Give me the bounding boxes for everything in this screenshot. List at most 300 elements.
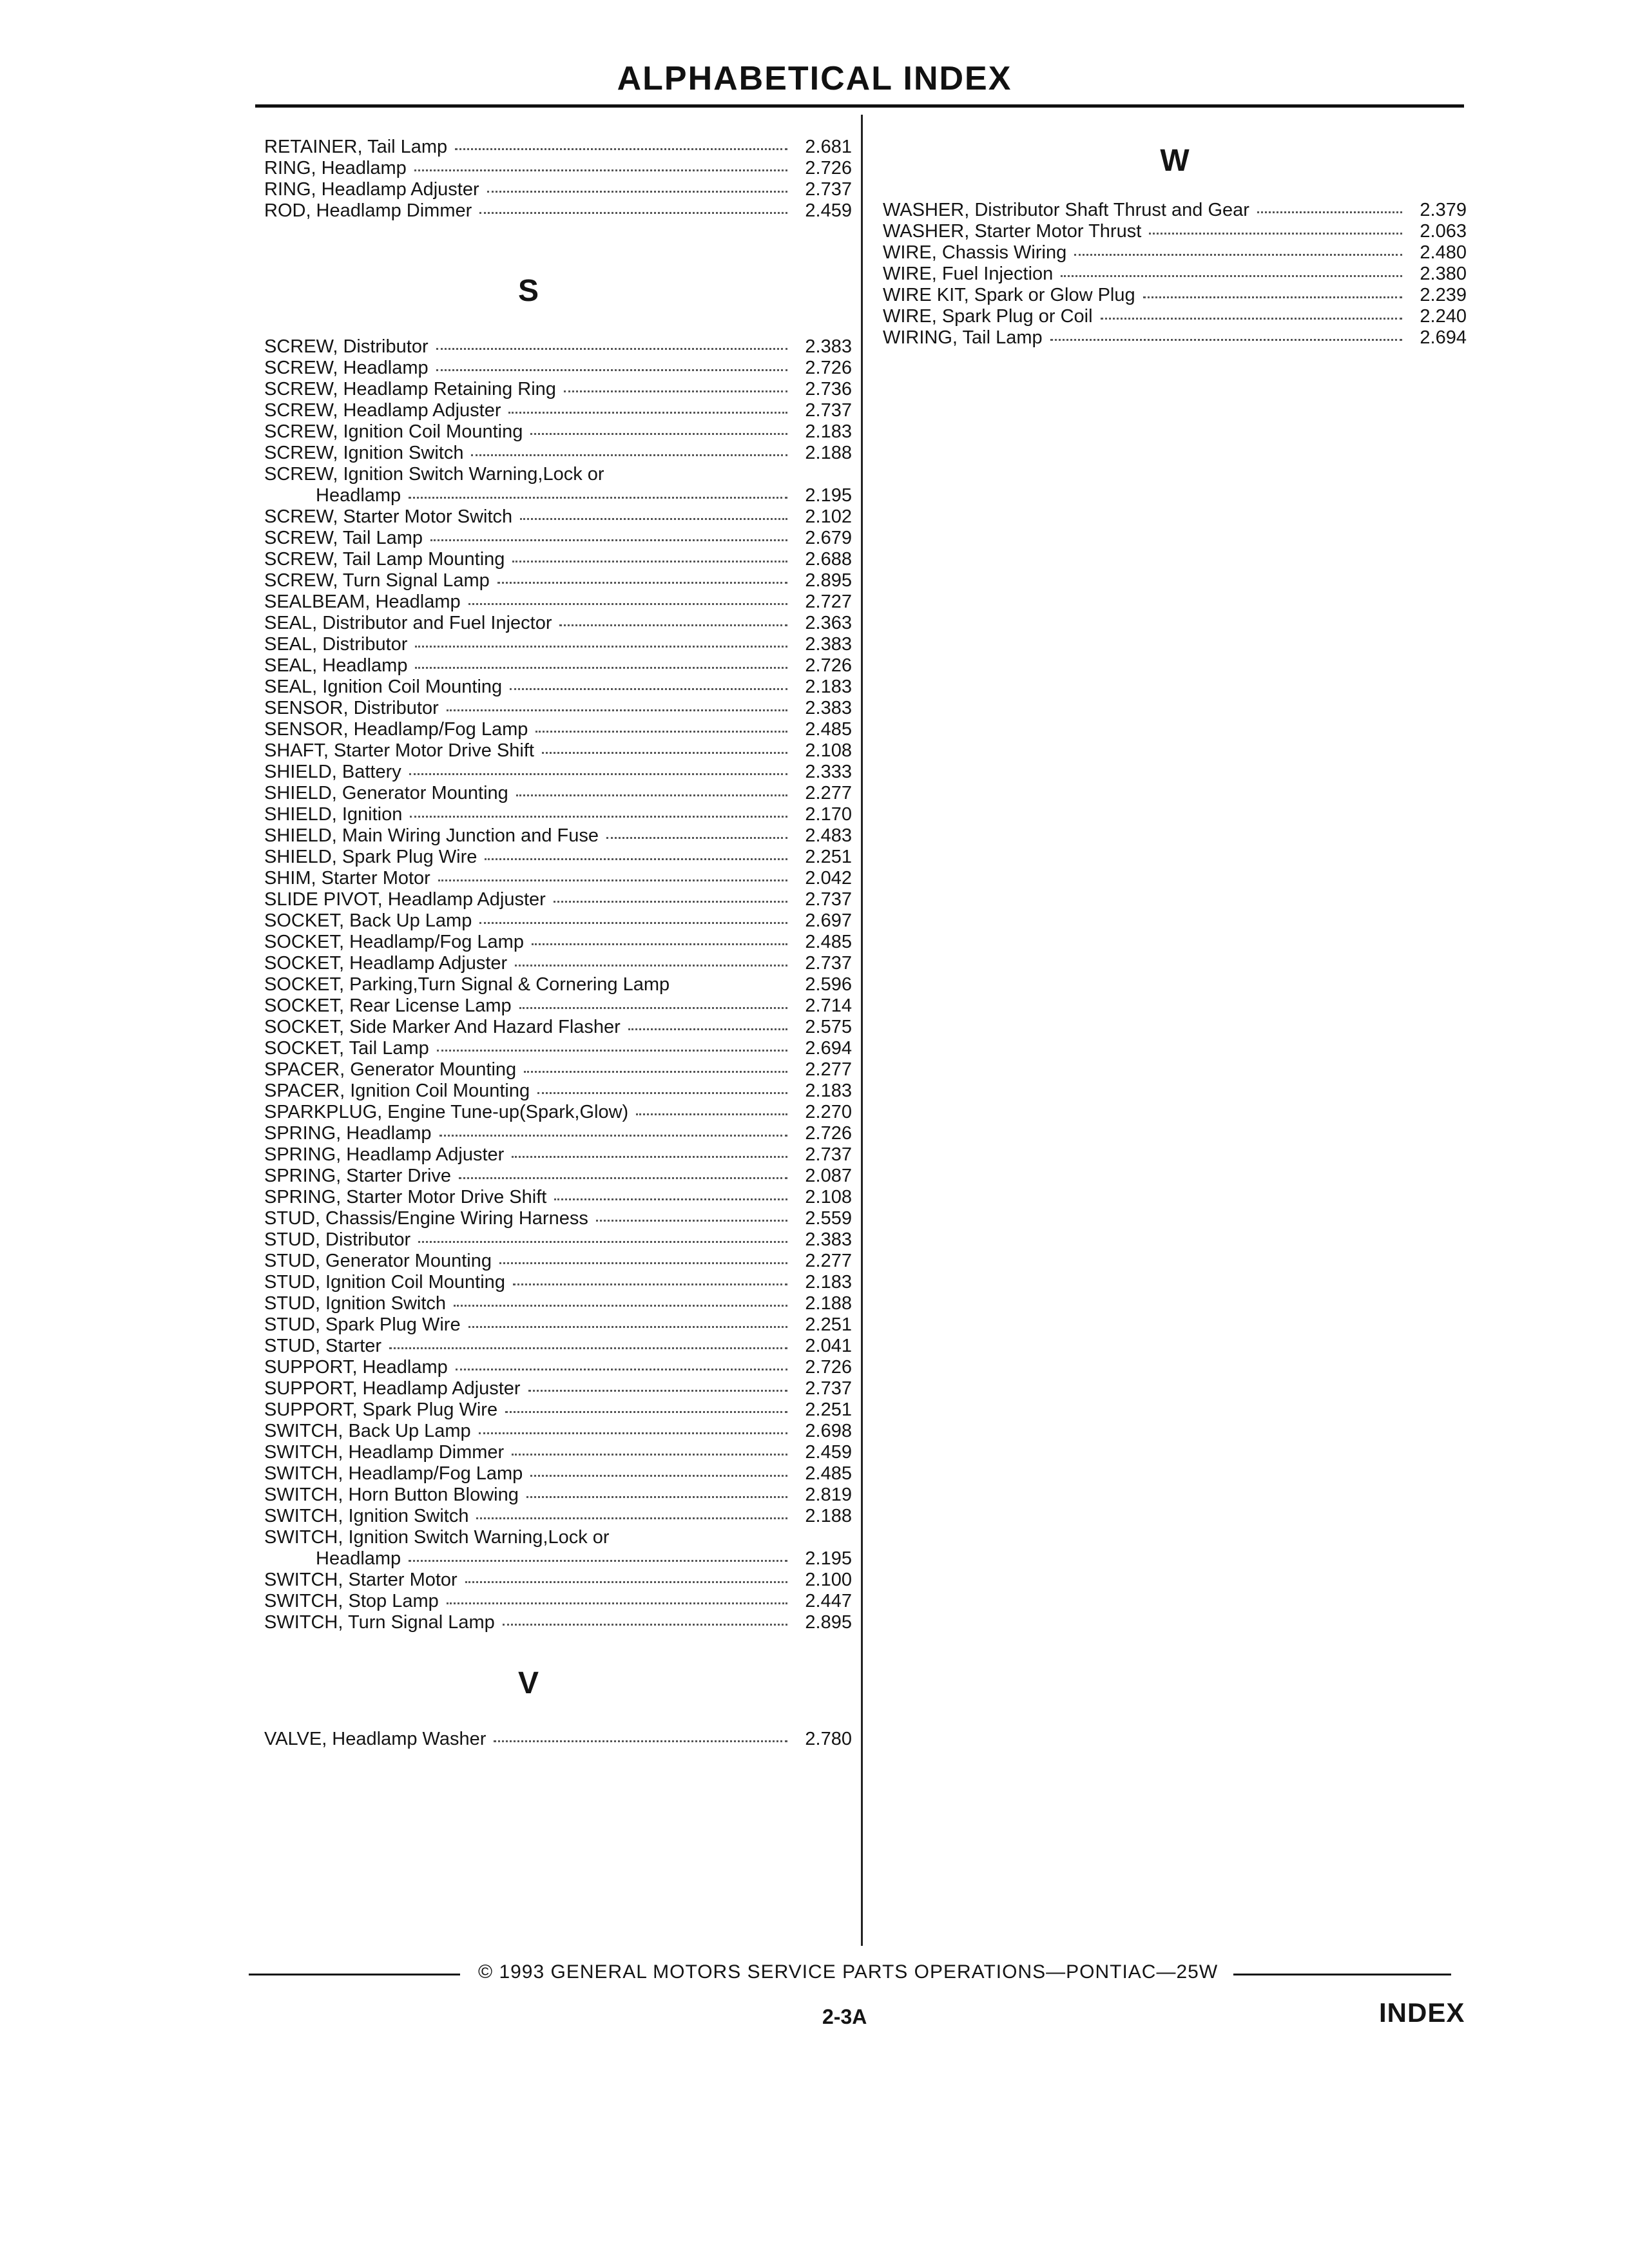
entry-name: SCREW, Headlamp Adjuster bbox=[264, 400, 501, 421]
index-entry bbox=[264, 421, 852, 443]
index-entry bbox=[264, 1081, 852, 1102]
index-entry bbox=[264, 570, 852, 591]
index-entry bbox=[264, 485, 852, 506]
entry-name: WIRE, Spark Plug or Coil bbox=[883, 306, 1093, 327]
index-entry bbox=[264, 1059, 852, 1081]
index-entry bbox=[264, 804, 852, 825]
entry-page: 2.383 bbox=[805, 634, 852, 655]
entry-page: 2.239 bbox=[1420, 285, 1467, 305]
dot-leader bbox=[409, 497, 787, 499]
dot-leader bbox=[456, 1369, 787, 1370]
entry-name: SUPPORT, Headlamp Adjuster bbox=[264, 1378, 521, 1399]
entry-page: 2.383 bbox=[805, 1229, 852, 1250]
index-entry bbox=[264, 379, 852, 400]
dot-leader bbox=[1074, 254, 1402, 256]
entry-name: SEAL, Ignition Coil Mounting bbox=[264, 677, 503, 697]
entry-name: SHIELD, Ignition bbox=[264, 804, 403, 825]
entry-page: 2.183 bbox=[805, 421, 852, 442]
dot-leader bbox=[494, 1740, 787, 1742]
index-entry bbox=[264, 1102, 852, 1123]
entry-name: SEALBEAM, Headlamp bbox=[264, 591, 461, 612]
dot-leader bbox=[459, 1177, 787, 1179]
entry-name: Headlamp bbox=[316, 1548, 401, 1569]
entry-page: 2.380 bbox=[1420, 264, 1467, 284]
entry-name: WIRE, Chassis Wiring bbox=[883, 242, 1067, 263]
index-entry bbox=[883, 242, 1467, 264]
entry-name: SOCKET, Headlamp/Fog Lamp bbox=[264, 932, 524, 952]
dot-leader bbox=[524, 1071, 787, 1073]
index-entry bbox=[264, 995, 852, 1017]
index-entry bbox=[264, 400, 852, 421]
index-entry bbox=[264, 1336, 852, 1357]
entry-page: 2.277 bbox=[805, 783, 852, 803]
entry-name: STUD, Chassis/Engine Wiring Harness bbox=[264, 1208, 588, 1229]
title-rule bbox=[255, 104, 1464, 108]
section-heading-w: W bbox=[1160, 144, 1190, 178]
entry-name: Headlamp bbox=[316, 485, 401, 506]
entry-page: 2.780 bbox=[805, 1729, 852, 1749]
index-entry bbox=[264, 740, 852, 762]
dot-leader bbox=[410, 816, 787, 818]
entry-name: STUD, Ignition Switch bbox=[264, 1293, 447, 1314]
dot-leader bbox=[515, 965, 787, 966]
dot-leader bbox=[628, 1028, 787, 1030]
dot-leader bbox=[436, 369, 787, 371]
entry-name: SOCKET, Back Up Lamp bbox=[264, 910, 472, 931]
entry-name: SEAL, Distributor and Fuel Injector bbox=[264, 613, 552, 633]
entry-name: STUD, Ignition Coil Mounting bbox=[264, 1272, 505, 1293]
dot-leader bbox=[454, 1305, 787, 1307]
entry-name: SCREW, Starter Motor Switch bbox=[264, 506, 513, 527]
entry-name: SWITCH, Headlamp Dimmer bbox=[264, 1442, 505, 1463]
left-column bbox=[264, 137, 852, 1750]
entry-page: 2.188 bbox=[805, 1293, 852, 1314]
index-entry bbox=[264, 889, 852, 910]
footer-page-number: 2-3A bbox=[822, 2005, 867, 2028]
entry-name: SCREW, Tail Lamp bbox=[264, 528, 423, 548]
index-list-s bbox=[264, 336, 852, 1633]
index-entry bbox=[264, 868, 852, 889]
dot-leader bbox=[1050, 339, 1402, 341]
entry-page: 2.737 bbox=[805, 1144, 852, 1165]
entry-page: 2.697 bbox=[805, 910, 852, 931]
index-entry bbox=[264, 698, 852, 719]
entry-page: 2.737 bbox=[805, 179, 852, 200]
index-entry bbox=[264, 179, 852, 200]
footer-rule-left bbox=[249, 1974, 460, 1975]
entry-name: ROD, Headlamp Dimmer bbox=[264, 200, 472, 221]
entry-page: 2.559 bbox=[805, 1208, 852, 1229]
entry-page: 2.679 bbox=[805, 528, 852, 548]
entry-name: SWITCH, Starter Motor bbox=[264, 1570, 458, 1590]
index-entry bbox=[264, 1421, 852, 1442]
index-entry bbox=[264, 974, 852, 995]
entry-name: SHIELD, Spark Plug Wire bbox=[264, 847, 477, 867]
column-divider bbox=[861, 115, 863, 1946]
entry-name: SPACER, Generator Mounting bbox=[264, 1059, 517, 1080]
entry-name: SOCKET, Rear License Lamp bbox=[264, 995, 512, 1016]
dot-leader bbox=[1061, 275, 1402, 277]
entry-page: 2.102 bbox=[805, 506, 852, 527]
index-entry bbox=[264, 1378, 852, 1399]
index-entry bbox=[264, 158, 852, 179]
dot-leader bbox=[447, 709, 787, 711]
index-entry bbox=[264, 528, 852, 549]
dot-leader bbox=[430, 539, 787, 541]
dot-leader bbox=[468, 603, 787, 605]
entry-page: 2.087 bbox=[805, 1166, 852, 1186]
entry-page: 2.485 bbox=[805, 1463, 852, 1484]
index-entry bbox=[264, 1314, 852, 1336]
entry-page: 2.195 bbox=[805, 485, 852, 506]
entry-name: STUD, Spark Plug Wire bbox=[264, 1314, 461, 1335]
index-entry bbox=[883, 306, 1467, 327]
index-entry bbox=[264, 1272, 852, 1293]
entry-name: STUD, Starter bbox=[264, 1336, 382, 1356]
entry-page: 2.694 bbox=[1420, 327, 1467, 348]
index-entry bbox=[264, 762, 852, 783]
dot-leader bbox=[512, 1156, 787, 1158]
dot-leader bbox=[510, 688, 787, 690]
dot-leader bbox=[414, 169, 787, 171]
index-entry bbox=[264, 634, 852, 655]
index-entry bbox=[264, 1251, 852, 1272]
entry-page: 2.485 bbox=[805, 932, 852, 952]
dot-leader bbox=[512, 561, 787, 562]
dot-leader bbox=[436, 348, 787, 350]
index-entry bbox=[264, 1485, 852, 1506]
index-entry bbox=[264, 1506, 852, 1527]
entry-page: 2.485 bbox=[805, 719, 852, 740]
entry-page: 2.063 bbox=[1420, 221, 1467, 242]
footer-section-label: INDEX bbox=[1379, 1997, 1465, 2028]
entry-page: 2.819 bbox=[805, 1485, 852, 1505]
entry-page: 2.183 bbox=[805, 677, 852, 697]
index-entry bbox=[264, 443, 852, 464]
entry-page: 2.277 bbox=[805, 1059, 852, 1080]
dot-leader bbox=[455, 148, 787, 150]
index-entry bbox=[264, 1442, 852, 1463]
dot-leader bbox=[438, 879, 787, 881]
dot-leader bbox=[526, 1496, 787, 1498]
index-entry bbox=[264, 1038, 852, 1059]
footer-copyright: © 1993 GENERAL MOTORS SERVICE PARTS OPERATIONS—PONTIAC—25W bbox=[478, 1961, 1219, 1983]
entry-page: 2.447 bbox=[805, 1591, 852, 1611]
dot-leader bbox=[505, 1411, 787, 1413]
dot-leader bbox=[409, 773, 787, 775]
entry-name: SPRING, Starter Motor Drive Shift bbox=[264, 1187, 547, 1207]
entry-name: SENSOR, Distributor bbox=[264, 698, 439, 718]
entry-name: SCREW, Ignition Switch bbox=[264, 443, 464, 463]
right-column bbox=[883, 129, 1467, 349]
dot-leader bbox=[559, 624, 787, 626]
dot-leader bbox=[606, 837, 787, 839]
index-entry bbox=[264, 1591, 852, 1612]
section-heading-s: S bbox=[517, 274, 539, 308]
entry-page: 2.726 bbox=[805, 1123, 852, 1144]
dot-leader bbox=[1143, 296, 1402, 298]
index-entry bbox=[883, 285, 1467, 306]
entry-name: SWITCH, Turn Signal Lamp bbox=[264, 1612, 495, 1633]
entry-page: 2.726 bbox=[805, 158, 852, 178]
dot-leader bbox=[479, 1432, 787, 1434]
entry-name: SHIELD, Battery bbox=[264, 762, 401, 782]
dot-leader bbox=[1257, 211, 1402, 213]
entry-page: 2.379 bbox=[1420, 200, 1467, 220]
entry-page: 2.737 bbox=[805, 1378, 852, 1399]
entry-page: 2.596 bbox=[805, 974, 852, 995]
entry-page: 2.726 bbox=[805, 655, 852, 676]
footer-rule-right bbox=[1233, 1974, 1451, 1975]
entry-name: RING, Headlamp Adjuster bbox=[264, 179, 479, 200]
dot-leader bbox=[532, 943, 787, 945]
dot-leader bbox=[485, 858, 787, 860]
entry-name: SWITCH, Ignition Switch bbox=[264, 1506, 469, 1526]
entry-name: RETAINER, Tail Lamp bbox=[264, 137, 448, 157]
entry-page: 2.188 bbox=[805, 443, 852, 463]
entry-page: 2.108 bbox=[805, 740, 852, 761]
index-entry bbox=[264, 655, 852, 677]
index-entry bbox=[264, 137, 852, 158]
index-list-r bbox=[264, 137, 852, 222]
entry-name: WASHER, Starter Motor Thrust bbox=[883, 221, 1142, 242]
index-entry bbox=[264, 1399, 852, 1421]
section-heading-v: V bbox=[517, 1666, 539, 1700]
dot-leader bbox=[512, 1454, 787, 1456]
entry-page: 2.483 bbox=[805, 825, 852, 846]
index-entry bbox=[264, 506, 852, 528]
dot-leader bbox=[497, 582, 787, 584]
entry-name: SOCKET, Parking,Turn Signal & Cornering Lamp bbox=[264, 974, 670, 995]
entry-name: SHIELD, Generator Mounting bbox=[264, 783, 508, 803]
entry-page: 2.727 bbox=[805, 591, 852, 612]
entry-page: 2.714 bbox=[805, 995, 852, 1016]
index-entry bbox=[264, 910, 852, 932]
entry-name: SCREW, Distributor bbox=[264, 336, 429, 357]
dot-leader bbox=[465, 1581, 787, 1583]
entry-page: 2.240 bbox=[1420, 306, 1467, 327]
index-entry bbox=[883, 221, 1467, 242]
entry-name: WIRE, Fuel Injection bbox=[883, 264, 1054, 284]
entry-page: 2.459 bbox=[805, 200, 852, 221]
entry-page: 2.694 bbox=[805, 1038, 852, 1059]
dot-leader bbox=[487, 191, 787, 193]
dot-leader bbox=[554, 1198, 787, 1200]
entry-name: STUD, Generator Mounting bbox=[264, 1251, 492, 1271]
dot-leader bbox=[479, 212, 787, 214]
entry-page: 2.681 bbox=[805, 137, 852, 157]
entry-page: 2.895 bbox=[805, 1612, 852, 1633]
entry-page: 2.183 bbox=[805, 1272, 852, 1293]
entry-page: 2.737 bbox=[805, 400, 852, 421]
index-entry bbox=[264, 847, 852, 868]
entry-name: SWITCH, Ignition Switch Warning,Lock or bbox=[264, 1527, 610, 1548]
dot-leader bbox=[516, 794, 787, 796]
dot-leader bbox=[596, 1220, 787, 1222]
dot-leader bbox=[1149, 233, 1402, 235]
entry-page: 2.736 bbox=[805, 379, 852, 399]
index-entry bbox=[264, 1187, 852, 1208]
entry-name: SOCKET, Headlamp Adjuster bbox=[264, 953, 508, 974]
index-entry bbox=[264, 825, 852, 847]
index-entry bbox=[264, 591, 852, 613]
dot-leader bbox=[499, 1262, 787, 1264]
dot-leader bbox=[476, 1517, 787, 1519]
index-entry bbox=[264, 932, 852, 953]
dot-leader bbox=[437, 1050, 787, 1052]
dot-leader bbox=[530, 433, 787, 435]
index-entry bbox=[264, 1527, 852, 1548]
index-entry bbox=[264, 1166, 852, 1187]
entry-name: STUD, Distributor bbox=[264, 1229, 411, 1250]
entry-page: 2.277 bbox=[805, 1251, 852, 1271]
dot-leader bbox=[520, 518, 787, 520]
dot-leader bbox=[554, 901, 787, 903]
entry-name: WIRING, Tail Lamp bbox=[883, 327, 1043, 348]
dot-leader bbox=[564, 390, 787, 392]
dot-leader bbox=[447, 1602, 787, 1604]
entry-page: 2.737 bbox=[805, 889, 852, 910]
index-entry bbox=[264, 549, 852, 570]
index-entry bbox=[264, 1208, 852, 1229]
dot-leader bbox=[415, 646, 787, 648]
dot-leader bbox=[528, 1390, 787, 1392]
index-entry bbox=[264, 1144, 852, 1166]
entry-page: 2.363 bbox=[805, 613, 852, 633]
entry-page: 2.251 bbox=[805, 1314, 852, 1335]
dot-leader bbox=[542, 752, 787, 754]
dot-leader bbox=[537, 1092, 787, 1094]
entry-page: 2.459 bbox=[805, 1442, 852, 1463]
entry-name: SWITCH, Horn Button Blowing bbox=[264, 1485, 519, 1505]
index-entry bbox=[264, 1357, 852, 1378]
index-entry bbox=[264, 1612, 852, 1633]
index-entry bbox=[264, 953, 852, 974]
index-entry bbox=[264, 719, 852, 740]
index-entry bbox=[264, 200, 852, 222]
index-entry bbox=[264, 358, 852, 379]
entry-name: SPRING, Headlamp Adjuster bbox=[264, 1144, 505, 1165]
entry-name: SOCKET, Side Marker And Hazard Flasher bbox=[264, 1017, 621, 1037]
dot-leader bbox=[519, 1007, 787, 1009]
entry-name: SUPPORT, Headlamp bbox=[264, 1357, 448, 1378]
entry-name: SCREW, Headlamp Retaining Ring bbox=[264, 379, 556, 399]
dot-leader bbox=[471, 454, 787, 456]
entry-page: 2.333 bbox=[805, 762, 852, 782]
entry-page: 2.042 bbox=[805, 868, 852, 889]
index-entry bbox=[264, 613, 852, 634]
index-entry bbox=[264, 1293, 852, 1314]
entry-page: 2.270 bbox=[805, 1102, 852, 1122]
entry-name: SCREW, Turn Signal Lamp bbox=[264, 570, 490, 591]
entry-name: WIRE KIT, Spark or Glow Plug bbox=[883, 285, 1135, 305]
entry-page: 2.383 bbox=[805, 336, 852, 357]
entry-name: SWITCH, Back Up Lamp bbox=[264, 1421, 471, 1441]
entry-page: 2.195 bbox=[805, 1548, 852, 1569]
dot-leader bbox=[415, 667, 787, 669]
entry-name: SCREW, Tail Lamp Mounting bbox=[264, 549, 505, 570]
entry-name: WASHER, Distributor Shaft Thrust and Gear bbox=[883, 200, 1249, 220]
entry-page: 2.480 bbox=[1420, 242, 1467, 263]
entry-name: SCREW, Ignition Coil Mounting bbox=[264, 421, 523, 442]
dot-leader bbox=[513, 1283, 787, 1285]
page-title: ALPHABETICAL INDEX bbox=[617, 60, 1012, 97]
entry-name: SWITCH, Stop Lamp bbox=[264, 1591, 439, 1611]
entry-name: SUPPORT, Spark Plug Wire bbox=[264, 1399, 498, 1420]
index-entry bbox=[264, 1123, 852, 1144]
dot-leader bbox=[530, 1475, 787, 1477]
entry-name: SHIELD, Main Wiring Junction and Fuse bbox=[264, 825, 599, 846]
entry-page: 2.726 bbox=[805, 358, 852, 378]
entry-page: 2.737 bbox=[805, 953, 852, 974]
index-entry bbox=[264, 1570, 852, 1591]
entry-name: SEAL, Distributor bbox=[264, 634, 408, 655]
entry-page: 2.698 bbox=[805, 1421, 852, 1441]
entry-name: SCREW, Ignition Switch Warning,Lock or bbox=[264, 464, 604, 485]
entry-name: SOCKET, Tail Lamp bbox=[264, 1038, 429, 1059]
index-entry bbox=[264, 783, 852, 804]
index-entry bbox=[883, 327, 1467, 349]
dot-leader bbox=[409, 1560, 787, 1562]
dot-leader bbox=[508, 412, 787, 414]
entry-page: 2.251 bbox=[805, 847, 852, 867]
entry-name: SCREW, Headlamp bbox=[264, 358, 429, 378]
entry-page: 2.688 bbox=[805, 549, 852, 570]
entry-page: 2.183 bbox=[805, 1081, 852, 1101]
entry-name: VALVE, Headlamp Washer bbox=[264, 1729, 487, 1749]
dot-leader bbox=[439, 1135, 788, 1137]
entry-page: 2.108 bbox=[805, 1187, 852, 1207]
index-entry bbox=[264, 336, 852, 358]
entry-page: 2.188 bbox=[805, 1506, 852, 1526]
index-entry bbox=[264, 1229, 852, 1251]
entry-page: 2.895 bbox=[805, 570, 852, 591]
entry-name: SWITCH, Headlamp/Fog Lamp bbox=[264, 1463, 523, 1484]
index-list-v bbox=[264, 1729, 852, 1750]
entry-name: SPRING, Headlamp bbox=[264, 1123, 432, 1144]
dot-leader bbox=[1101, 318, 1402, 320]
entry-page: 2.726 bbox=[805, 1357, 852, 1378]
dot-leader bbox=[535, 731, 787, 733]
entry-name: SLIDE PIVOT, Headlamp Adjuster bbox=[264, 889, 546, 910]
index-entry bbox=[883, 264, 1467, 285]
dot-leader bbox=[389, 1347, 787, 1349]
index-entry bbox=[264, 1463, 852, 1485]
entry-name: SPACER, Ignition Coil Mounting bbox=[264, 1081, 530, 1101]
index-entry bbox=[264, 677, 852, 698]
entry-name: RING, Headlamp bbox=[264, 158, 407, 178]
entry-name: SPARKPLUG, Engine Tune-up(Spark,Glow) bbox=[264, 1102, 629, 1122]
dot-leader bbox=[468, 1326, 787, 1328]
index-list-w bbox=[883, 200, 1467, 349]
entry-name: SHAFT, Starter Motor Drive Shift bbox=[264, 740, 534, 761]
entry-page: 2.041 bbox=[805, 1336, 852, 1356]
entry-page: 2.383 bbox=[805, 698, 852, 718]
entry-name: SEAL, Headlamp bbox=[264, 655, 408, 676]
entry-page: 2.170 bbox=[805, 804, 852, 825]
index-entry bbox=[264, 1548, 852, 1570]
dot-leader bbox=[636, 1113, 787, 1115]
entry-page: 2.251 bbox=[805, 1399, 852, 1420]
index-entry bbox=[264, 1017, 852, 1038]
dot-leader bbox=[503, 1624, 787, 1626]
entry-page: 2.100 bbox=[805, 1570, 852, 1590]
dot-leader bbox=[479, 922, 787, 924]
index-entry bbox=[264, 464, 852, 485]
index-entry bbox=[883, 200, 1467, 221]
entry-name: SHIM, Starter Motor bbox=[264, 868, 430, 889]
dot-leader bbox=[418, 1241, 787, 1243]
